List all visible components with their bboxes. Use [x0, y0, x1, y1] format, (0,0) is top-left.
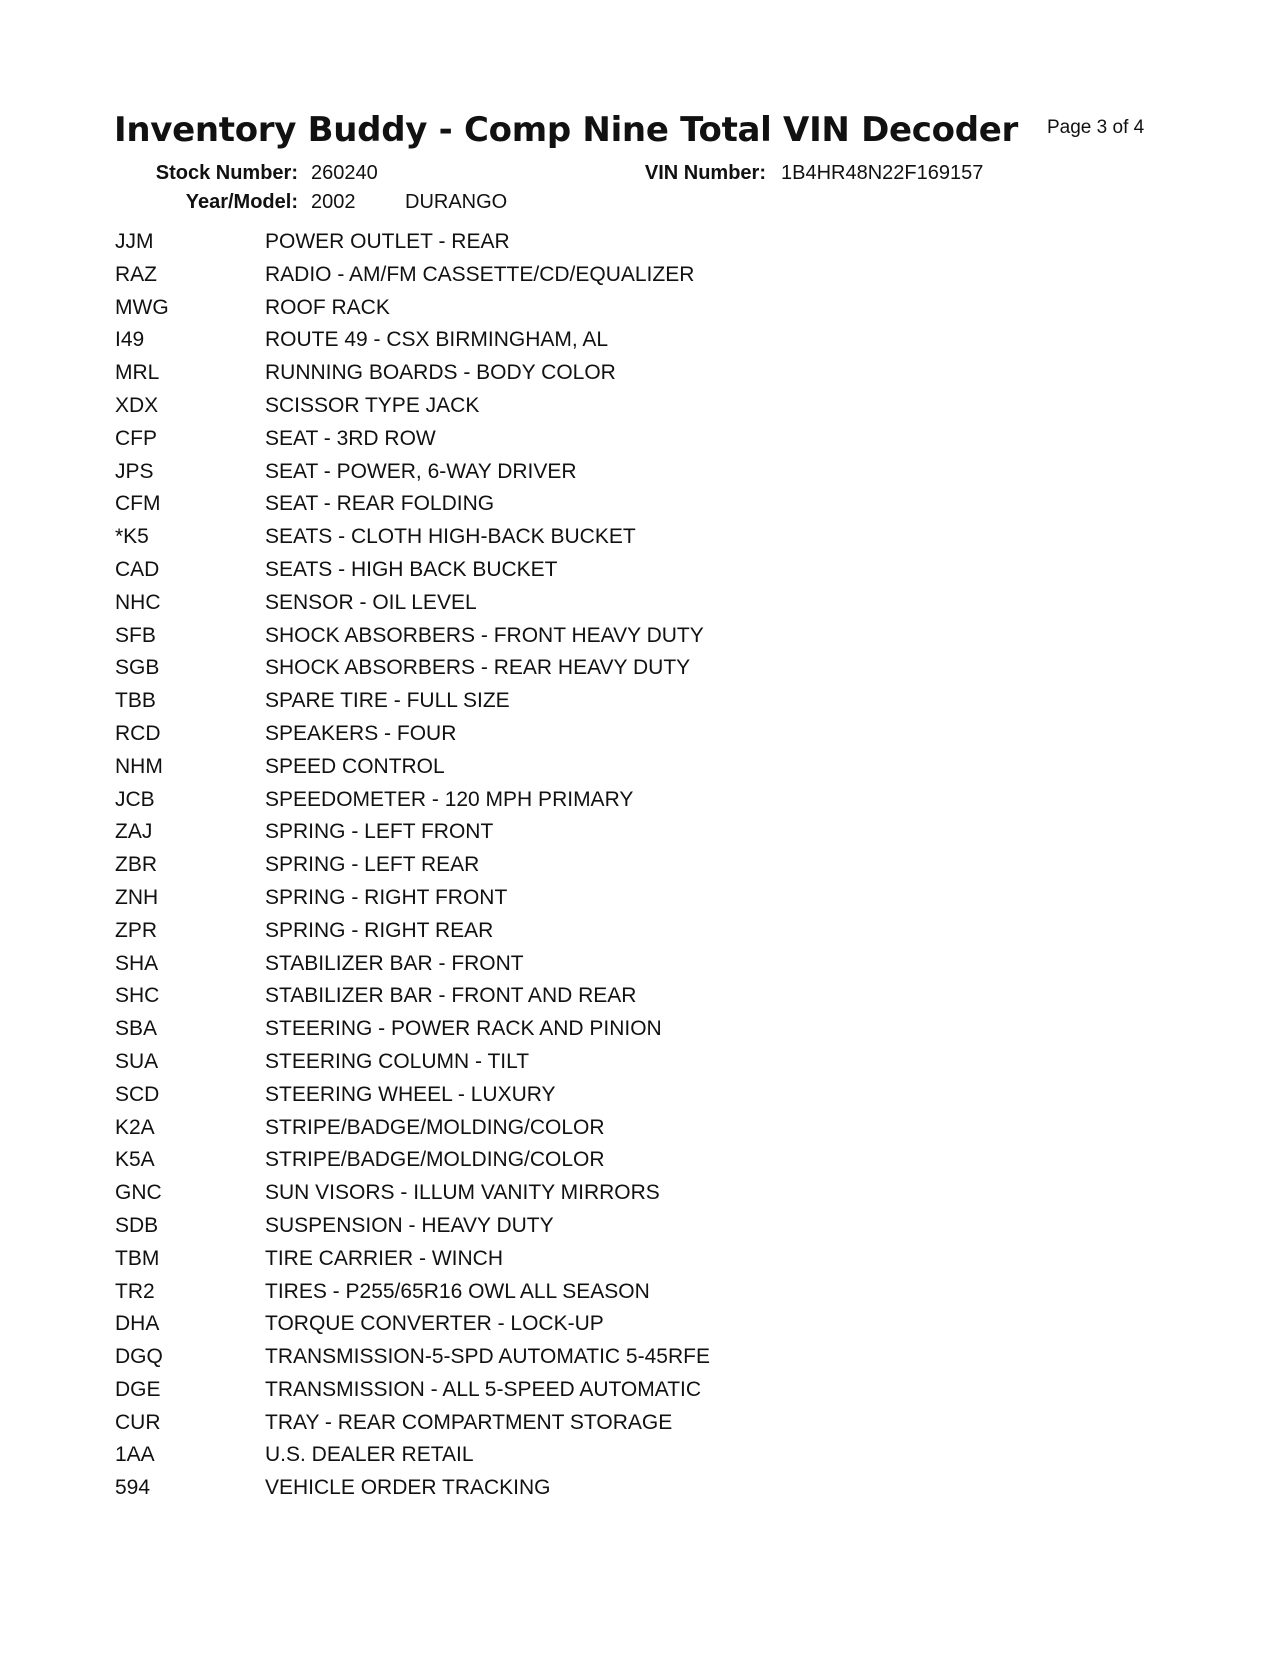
option-description: SEATS - HIGH BACK BUCKET	[265, 557, 558, 581]
option-row	[115, 1247, 1015, 1280]
year-model-label: Year/Model:	[185, 191, 298, 213]
option-code: TBB	[115, 689, 156, 713]
option-code: CAD	[115, 557, 160, 581]
option-description: STEERING COLUMN - TILT	[265, 1049, 530, 1073]
option-row	[115, 689, 1015, 722]
option-description: STEERING - POWER RACK AND PINION	[265, 1017, 662, 1041]
option-row	[115, 1050, 1015, 1083]
option-row	[115, 1312, 1015, 1345]
option-code: TR2	[115, 1279, 155, 1303]
option-row	[115, 492, 1015, 525]
option-code: RCD	[115, 721, 161, 745]
option-row	[115, 1443, 1015, 1476]
option-code: SGB	[115, 656, 160, 680]
option-row	[115, 1411, 1015, 1444]
option-description: RUNNING BOARDS - BODY COLOR	[265, 361, 616, 385]
option-description: SPEEDOMETER - 120 MPH PRIMARY	[265, 787, 634, 811]
option-row	[115, 361, 1015, 394]
option-row	[115, 624, 1015, 657]
option-code: JCB	[115, 787, 155, 811]
option-description: U.S. DEALER RETAIL	[265, 1443, 474, 1467]
option-code: CFM	[115, 492, 161, 516]
option-description: STRIPE/BADGE/MOLDING/COLOR	[265, 1148, 605, 1172]
option-row	[115, 1181, 1015, 1214]
option-description: ROOF RACK	[265, 295, 390, 319]
vin-number-label: VIN Number:	[644, 162, 766, 184]
option-code: SUA	[115, 1049, 159, 1073]
option-row	[115, 328, 1015, 361]
option-description: SHOCK ABSORBERS - FRONT HEAVY DUTY	[265, 623, 704, 647]
option-row	[115, 1017, 1015, 1050]
option-description: SPRING - LEFT REAR	[265, 853, 480, 877]
option-description: SPRING - RIGHT REAR	[265, 918, 494, 942]
option-code: I49	[115, 328, 145, 352]
option-description: STEERING WHEEL - LUXURY	[265, 1082, 556, 1106]
option-code: SCD	[115, 1082, 160, 1106]
option-description: SUSPENSION - HEAVY DUTY	[265, 1213, 554, 1237]
option-row	[115, 558, 1015, 591]
option-description: TRAY - REAR COMPARTMENT STORAGE	[265, 1410, 673, 1434]
option-code: ZNH	[115, 885, 159, 909]
option-description: TORQUE CONVERTER - LOCK-UP	[265, 1312, 604, 1336]
option-code: ZAJ	[115, 820, 153, 844]
option-code: SFB	[115, 623, 156, 647]
option-description: VEHICLE ORDER TRACKING	[265, 1476, 551, 1500]
option-code: SDB	[115, 1213, 159, 1237]
option-code: K5A	[115, 1148, 155, 1172]
option-description: POWER OUTLET - REAR	[265, 230, 510, 253]
option-code: NHM	[115, 754, 163, 778]
option-row	[115, 1280, 1015, 1313]
option-code: TBM	[115, 1246, 160, 1270]
option-row	[115, 591, 1015, 624]
vin-number-value: 1B4HR48N22F169157	[781, 162, 984, 184]
option-code: ZPR	[115, 918, 157, 942]
option-row	[115, 230, 1015, 263]
option-code: DGE	[115, 1377, 161, 1401]
option-code: XDX	[115, 393, 159, 417]
option-description: SCISSOR TYPE JACK	[265, 393, 480, 417]
option-description: TIRE CARRIER - WINCH	[265, 1246, 503, 1270]
option-description: SEAT - POWER, 6-WAY DRIVER	[265, 459, 577, 483]
option-row	[115, 820, 1015, 853]
option-description: SENSOR - OIL LEVEL	[265, 590, 477, 614]
option-code: SBA	[115, 1017, 158, 1041]
option-description: SPARE TIRE - FULL SIZE	[265, 689, 510, 713]
stock-number-label: Stock Number:	[155, 162, 298, 184]
option-description: SPEED CONTROL	[265, 754, 445, 778]
option-code: CUR	[115, 1410, 161, 1434]
model-value: DURANGO	[405, 191, 508, 213]
option-description: SPEAKERS - FOUR	[265, 721, 457, 745]
option-description: SEAT - 3RD ROW	[265, 426, 436, 450]
option-code: 594	[115, 1476, 151, 1500]
page-number: Page 3 of 4	[1047, 117, 1145, 138]
option-code: 1AA	[115, 1443, 155, 1467]
option-code: JPS	[115, 459, 154, 483]
option-code: SHA	[115, 951, 159, 975]
option-row	[115, 1148, 1015, 1181]
option-row	[115, 1476, 1015, 1509]
option-description: STRIPE/BADGE/MOLDING/COLOR	[265, 1115, 605, 1139]
option-row	[115, 1214, 1015, 1247]
option-row	[115, 394, 1015, 427]
stock-number-value: 260240	[311, 162, 378, 184]
option-description: TRANSMISSION - ALL 5-SPEED AUTOMATIC	[265, 1377, 702, 1401]
option-code: JJM	[115, 230, 154, 253]
year-value: 2002	[311, 191, 356, 213]
option-row	[115, 656, 1015, 689]
option-row	[115, 525, 1015, 558]
option-row	[115, 427, 1015, 460]
option-row	[115, 952, 1015, 985]
option-code: DHA	[115, 1312, 160, 1336]
option-code: DGQ	[115, 1345, 163, 1369]
option-description: TRANSMISSION-5-SPD AUTOMATIC 5-45RFE	[265, 1345, 710, 1369]
option-row	[115, 1116, 1015, 1149]
option-description: SUN VISORS - ILLUM VANITY MIRRORS	[265, 1181, 660, 1205]
options-list	[115, 230, 1015, 1509]
option-code: CFP	[115, 426, 157, 450]
option-description: STABILIZER BAR - FRONT AND REAR	[265, 984, 637, 1008]
option-row	[115, 296, 1015, 329]
option-code: *K5	[115, 525, 149, 549]
option-row	[115, 755, 1015, 788]
option-description: SHOCK ABSORBERS - REAR HEAVY DUTY	[265, 656, 691, 680]
option-description: STABILIZER BAR - FRONT	[265, 951, 524, 975]
option-row	[115, 919, 1015, 952]
option-code: MWG	[115, 295, 169, 319]
option-row	[115, 1378, 1015, 1411]
option-code: K2A	[115, 1115, 155, 1139]
option-code: NHC	[115, 590, 161, 614]
option-row	[115, 1345, 1015, 1378]
option-row	[115, 263, 1015, 296]
option-description: SPRING - LEFT FRONT	[265, 820, 494, 844]
option-description: ROUTE 49 - CSX BIRMINGHAM, AL	[265, 328, 609, 352]
page-title: Inventory Buddy - Comp Nine Total VIN Decoder	[114, 110, 1018, 150]
option-code: MRL	[115, 361, 160, 385]
option-row	[115, 984, 1015, 1017]
option-row	[115, 886, 1015, 919]
option-row	[115, 853, 1015, 886]
option-code: GNC	[115, 1181, 162, 1205]
option-description: SEAT - REAR FOLDING	[265, 492, 495, 516]
option-description: TIRES - P255/65R16 OWL ALL SEASON	[265, 1279, 650, 1303]
option-row	[115, 1083, 1015, 1116]
option-code: RAZ	[115, 262, 157, 286]
option-description: SPRING - RIGHT FRONT	[265, 885, 508, 909]
option-code: ZBR	[115, 853, 157, 877]
option-description: RADIO - AM/FM CASSETTE/CD/EQUALIZER	[265, 262, 695, 286]
option-row	[115, 788, 1015, 821]
option-description: SEATS - CLOTH HIGH-BACK BUCKET	[265, 525, 636, 549]
option-code: SHC	[115, 984, 160, 1008]
option-row	[115, 460, 1015, 493]
option-row	[115, 722, 1015, 755]
